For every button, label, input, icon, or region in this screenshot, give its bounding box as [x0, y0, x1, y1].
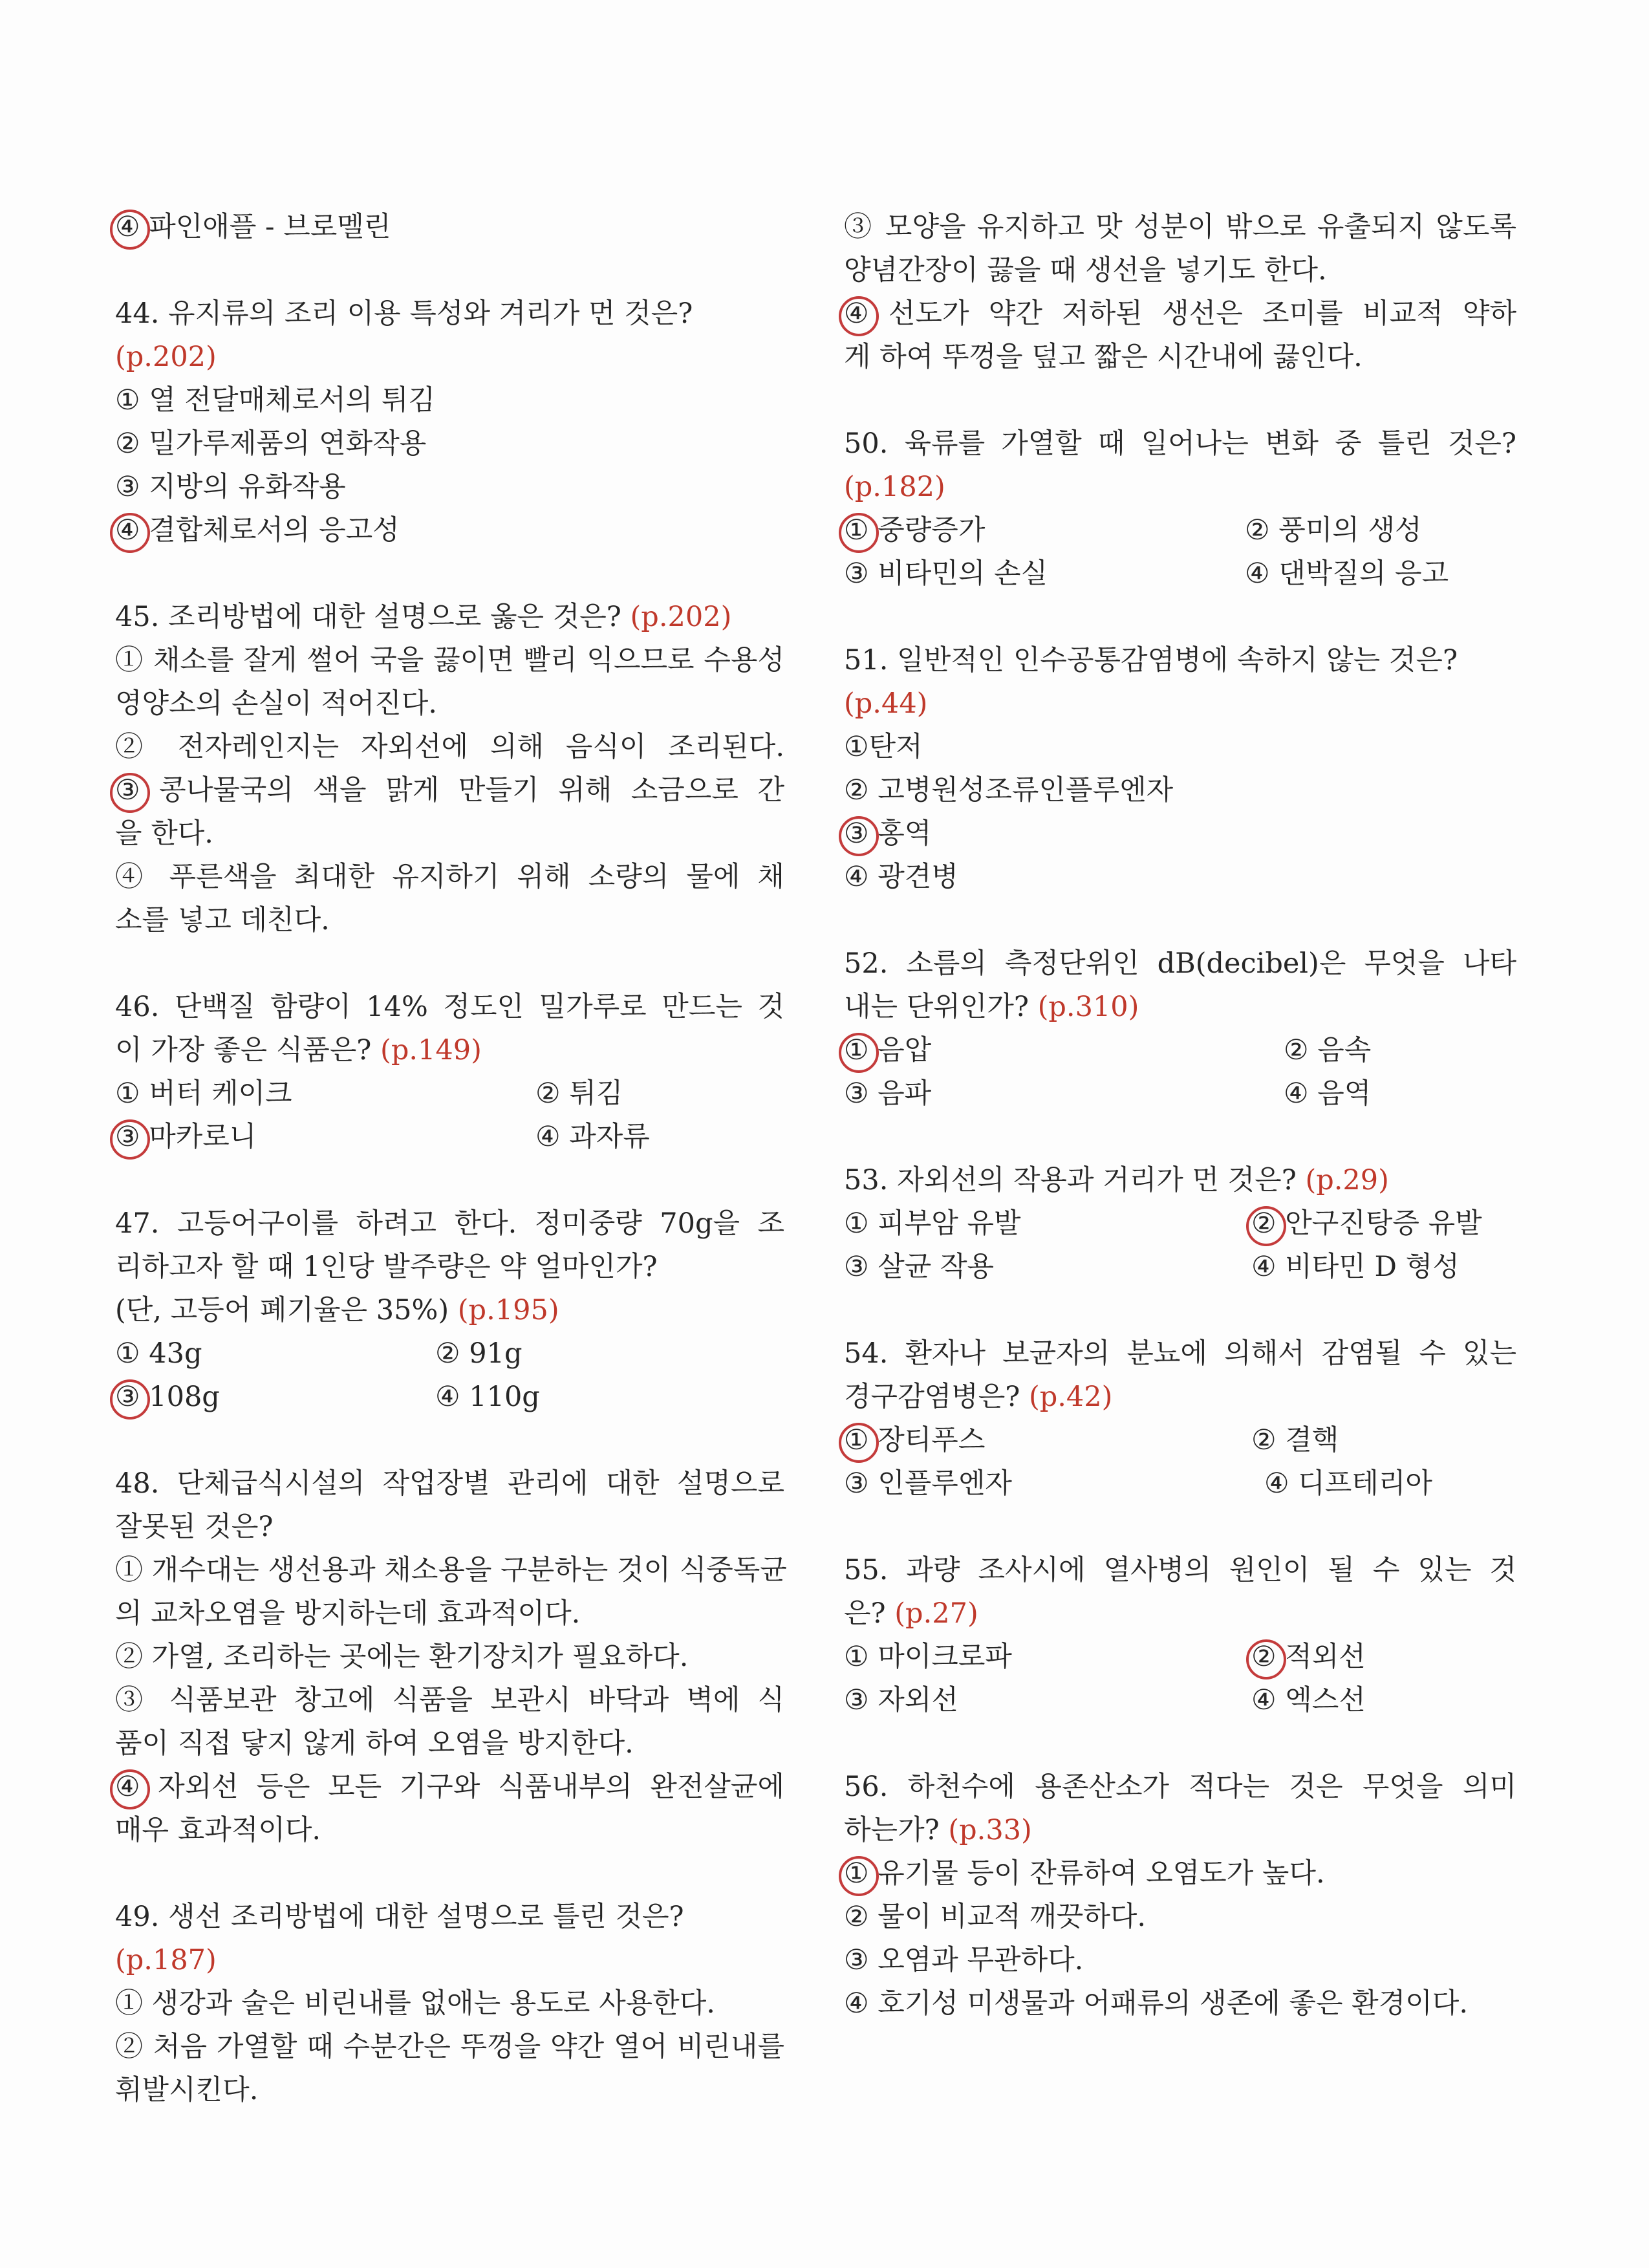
option-1: ① 유기물 등이 잔류하여 오염도가 높다. — [844, 1852, 1516, 1895]
question-text: 54. 환자나 보균자의 분뇨에 의해서 감염될 수 있는 — [844, 1337, 1516, 1370]
option-3: ③ 비타민의 손실 — [844, 557, 1048, 590]
question-text: 56. 하천수에 용존산소가 적다는 것은 무엇을 의미 — [844, 1771, 1516, 1803]
option-1: ① 음압 — [844, 1029, 1284, 1072]
option-4: ④ 호기성 미생물과 어패류의 생존에 좋은 환경이다. — [844, 1987, 1469, 2020]
question-49-continued: ③ 모양을 유지하고 맛 성분이 밖으로 유출되지 않도록 양념간장이 끓을 때 생선을 넣기도 한다. ④ 선도가 약간 저하된 생선은 조미를 비교적 약하 게 하여 뚜껑을 덮고 짧은 시간내에 끓인다. — [844, 211, 1516, 373]
option-2: ② 풍미의 생성 — [1245, 514, 1422, 546]
option-4: ④ 광견병 — [844, 861, 958, 893]
answer-mark: ③ — [115, 769, 140, 812]
answer-mark: ③ — [115, 1116, 140, 1159]
question-text: 55. 과량 조사시에 열사병의 원인이 될 수 있는 것 — [844, 1554, 1516, 1586]
answer-mark: ③ — [844, 812, 869, 856]
option-4: ④ 음역 — [1284, 1077, 1372, 1110]
page-reference: (p.310) — [1037, 991, 1139, 1023]
answer-mark: ② — [1251, 1202, 1277, 1246]
answer-mark: ④ — [844, 292, 869, 336]
page-reference: (p.44) — [844, 687, 928, 720]
option-1: ① 43g — [115, 1337, 202, 1370]
option-2: ② 적외선 — [1251, 1636, 1366, 1679]
answer-mark: ④ — [115, 1766, 140, 1809]
page-reference: (p.33) — [948, 1814, 1032, 1846]
option-2: ② 안구진탕증 유발 — [1251, 1202, 1482, 1246]
q43-tail: ④ 파인애플 - 브로멜린 — [115, 206, 784, 249]
question-46: 46. 단백질 함량이 14% 정도인 밀가루로 만드는 것 이 가장 좋은 식품은? (p.149) ① 버터 케이크 ② 튀김 ③ 마카로니 ④ 과자류 — [115, 986, 784, 1159]
question-53 — [844, 1159, 1516, 1289]
question-text: 52. 소름의 측정단위인 dB(decibel)은 무엇을 나타 — [844, 947, 1516, 980]
option-3: ③ 살균 작용 — [844, 1251, 995, 1283]
option-3: ③ 자외선 — [844, 1684, 958, 1716]
option-3: ③ 지방의 유화작용 — [115, 471, 346, 503]
option-1: ① 마이크로파 — [844, 1641, 1012, 1673]
page-reference: (p.202) — [115, 341, 217, 373]
answer-mark: ① — [844, 1419, 869, 1462]
question-50 — [844, 422, 1516, 596]
page-reference: (p.42) — [1028, 1381, 1113, 1413]
option-4: ④ 디프테리아 — [1264, 1467, 1432, 1500]
option-1: ① 버터 케이크 — [115, 1077, 292, 1110]
question-47: 47. 고등어구이를 하려고 한다. 정미중량 70g을 조 리하고자 할 때 1인당 발주량은 약 얼마인가? (단, 고등어 폐기율은 35%) (p.195) ① 43g ② 91g ③ 108g ④ 110g — [115, 1202, 784, 1419]
option-2: ② 음속 — [1284, 1034, 1372, 1066]
option-2: ② 91g — [435, 1337, 523, 1370]
page-reference: (p.195) — [457, 1294, 559, 1326]
answer-mark: ① — [844, 1852, 869, 1895]
option-3: ③ 음파 — [844, 1077, 932, 1110]
answer-mark: ① — [844, 1029, 869, 1072]
question-54: 54. 환자나 보균자의 분뇨에 의해서 감염될 수 있는 경구감염병은? (p.42) ① 장티푸스 ② 결핵 ③ 인플루엔자 ④ 디프테리아 — [844, 1332, 1516, 1506]
answer-mark: ③ — [115, 1376, 140, 1419]
option-4: ④ 엑스선 — [1251, 1684, 1366, 1716]
option-1: ① 중량증가 — [844, 509, 1245, 552]
option-1: ① 피부암 유발 — [844, 1207, 1021, 1240]
option-4: ④ 비타민 D 형성 — [1251, 1251, 1460, 1283]
question-49: 49. 생선 조리방법에 대한 설명으로 틀린 것은? (p.187) ① 생강과 술은 비린내를 없애는 용도로 사용한다. ② 처음 가열할 때 수분간은 뚜껑을 약간 열어 비린내를 휘발시킨다. — [115, 1895, 784, 2112]
question-56: 56. 하천수에 용존산소가 적다는 것은 무엇을 의미 하는가? (p.33) ① 유기물 등이 잔류하여 오염도가 높다. ② 물이 비교적 깨끗하다. ③ 오염과 무관하다. ④ 호기성 미생물과 어패류의 생존에 좋은 환경이다. — [844, 1766, 1516, 2025]
question-text: 51. 일반적인 인수공통감염병에 속하지 않는 것은? — [844, 644, 1458, 676]
question-45: 45. 조리방법에 대한 설명으로 옳은 것은? (p.202) ① 채소를 잘게 썰어 국을 끓이면 빨리 익으므로 수용성 영양소의 손실이 적어진다. ② 전자레인지는 자외선에 의해 음식이 조리된다. ③ 콩나물국의 색을 맑게 만들기 위해 소금으로 간 을 한다. ④ 푸른색을 최대한 유지하기 위해 소량의 물에 채 소를 넣고 데친다. — [115, 596, 784, 942]
question-52: 52. 소름의 측정단위인 dB(decibel)은 무엇을 나타 내는 단위인가? (p.310) ① 음압 ② 음속 ③ 음파 ④ 음역 — [844, 942, 1516, 1116]
option-2: ② 고병원성조류인플루엔자 — [844, 774, 1174, 806]
option-3: ③ 인플루엔자 — [844, 1467, 1012, 1500]
answer-mark: ① — [844, 509, 869, 552]
question-51 — [844, 639, 1516, 899]
answer-mark: ② — [1251, 1636, 1277, 1679]
option-2: ② 튀김 — [535, 1077, 623, 1110]
right-column — [844, 206, 1516, 2069]
question-text: 44. 유지류의 조리 이용 특성와 겨리가 먼 것은? — [115, 297, 693, 330]
option-4: ④ 과자류 — [535, 1121, 650, 1153]
question-text: 53. 자외선의 작용과 거리가 먼 것은? (p.29) — [844, 1164, 1389, 1196]
question-48: 48. 단체급식시설의 작업장별 관리에 대한 설명으로 잘못된 것은? ① 개수대는 생선용과 채소용을 구분하는 것이 식중독균 의 교차오염을 방지하는데 효과적이다. ② 가열, 조리하는 곳에는 환기장치가 필요하다. ③ 식품보관 창고에 식품을 보관시 바닥과 벽에 식 품이 직접 닿지 않게 하여 오염을 방지한다. ④ 자외선 등은 모든 기구와 식품내부의 완전살균에 매우 효과적이다. — [115, 1462, 784, 1852]
page-reference: (p.182) — [844, 471, 945, 503]
question-44 — [115, 292, 784, 552]
page-reference: (p.202) — [630, 601, 732, 633]
question-text: 49. 생선 조리방법에 대한 설명으로 틀린 것은? — [115, 1901, 684, 1933]
option-4: ④ 댄박질의 응고 — [1245, 557, 1449, 590]
page-reference: (p.149) — [380, 1034, 482, 1066]
option-1: ① 열 전달매체로서의 튀김 — [115, 384, 435, 416]
answer-mark: ④ — [115, 509, 140, 552]
option-3: ③ 108g — [115, 1376, 435, 1419]
question-text: 46. 단백질 함량이 14% 정도인 밀가루로 만드는 것 — [115, 991, 784, 1023]
question-text: 48. 단체급식시설의 작업장별 관리에 대한 설명으로 — [115, 1467, 784, 1500]
question-55: 55. 과량 조사시에 열사병의 원인이 될 수 있는 것 은? (p.27) ① 마이크로파 ② 적외선 ③ 자외선 ④ 엑스선 — [844, 1549, 1516, 1722]
option-3: ③ 마카로니 — [115, 1116, 535, 1159]
option-1: ① 장티푸스 — [844, 1419, 1251, 1462]
question-text: 47. 고등어구이를 하려고 한다. 정미중량 70g을 조 — [115, 1207, 784, 1240]
page-reference: (p.187) — [115, 1944, 217, 1976]
page-reference: (p.27) — [894, 1597, 978, 1630]
option-2: ② 물이 비교적 깨끗하다. — [844, 1901, 1147, 1933]
option-1: ①탄저 — [844, 731, 923, 763]
option-4: ④ 결합체로서의 응고성 — [115, 509, 784, 552]
left-column — [115, 206, 787, 2155]
question-text: 50. 육류를 가열할 때 일어나는 변화 중 틀린 것은? — [844, 427, 1516, 460]
answer-mark: ④ — [115, 206, 140, 249]
option-3: ③ 홍역 — [844, 812, 1516, 856]
option-2: ② 결핵 — [1251, 1424, 1339, 1456]
page-reference: (p.29) — [1305, 1164, 1389, 1196]
option-4: ④ 110g — [435, 1381, 540, 1413]
option-3: ③ 오염과 무관하다. — [844, 1944, 1084, 1976]
question-text: 45. 조리방법에 대한 설명으로 옳은 것은? (p.202) — [115, 601, 732, 633]
option-2: ② 밀가루제품의 연화작용 — [115, 427, 427, 460]
